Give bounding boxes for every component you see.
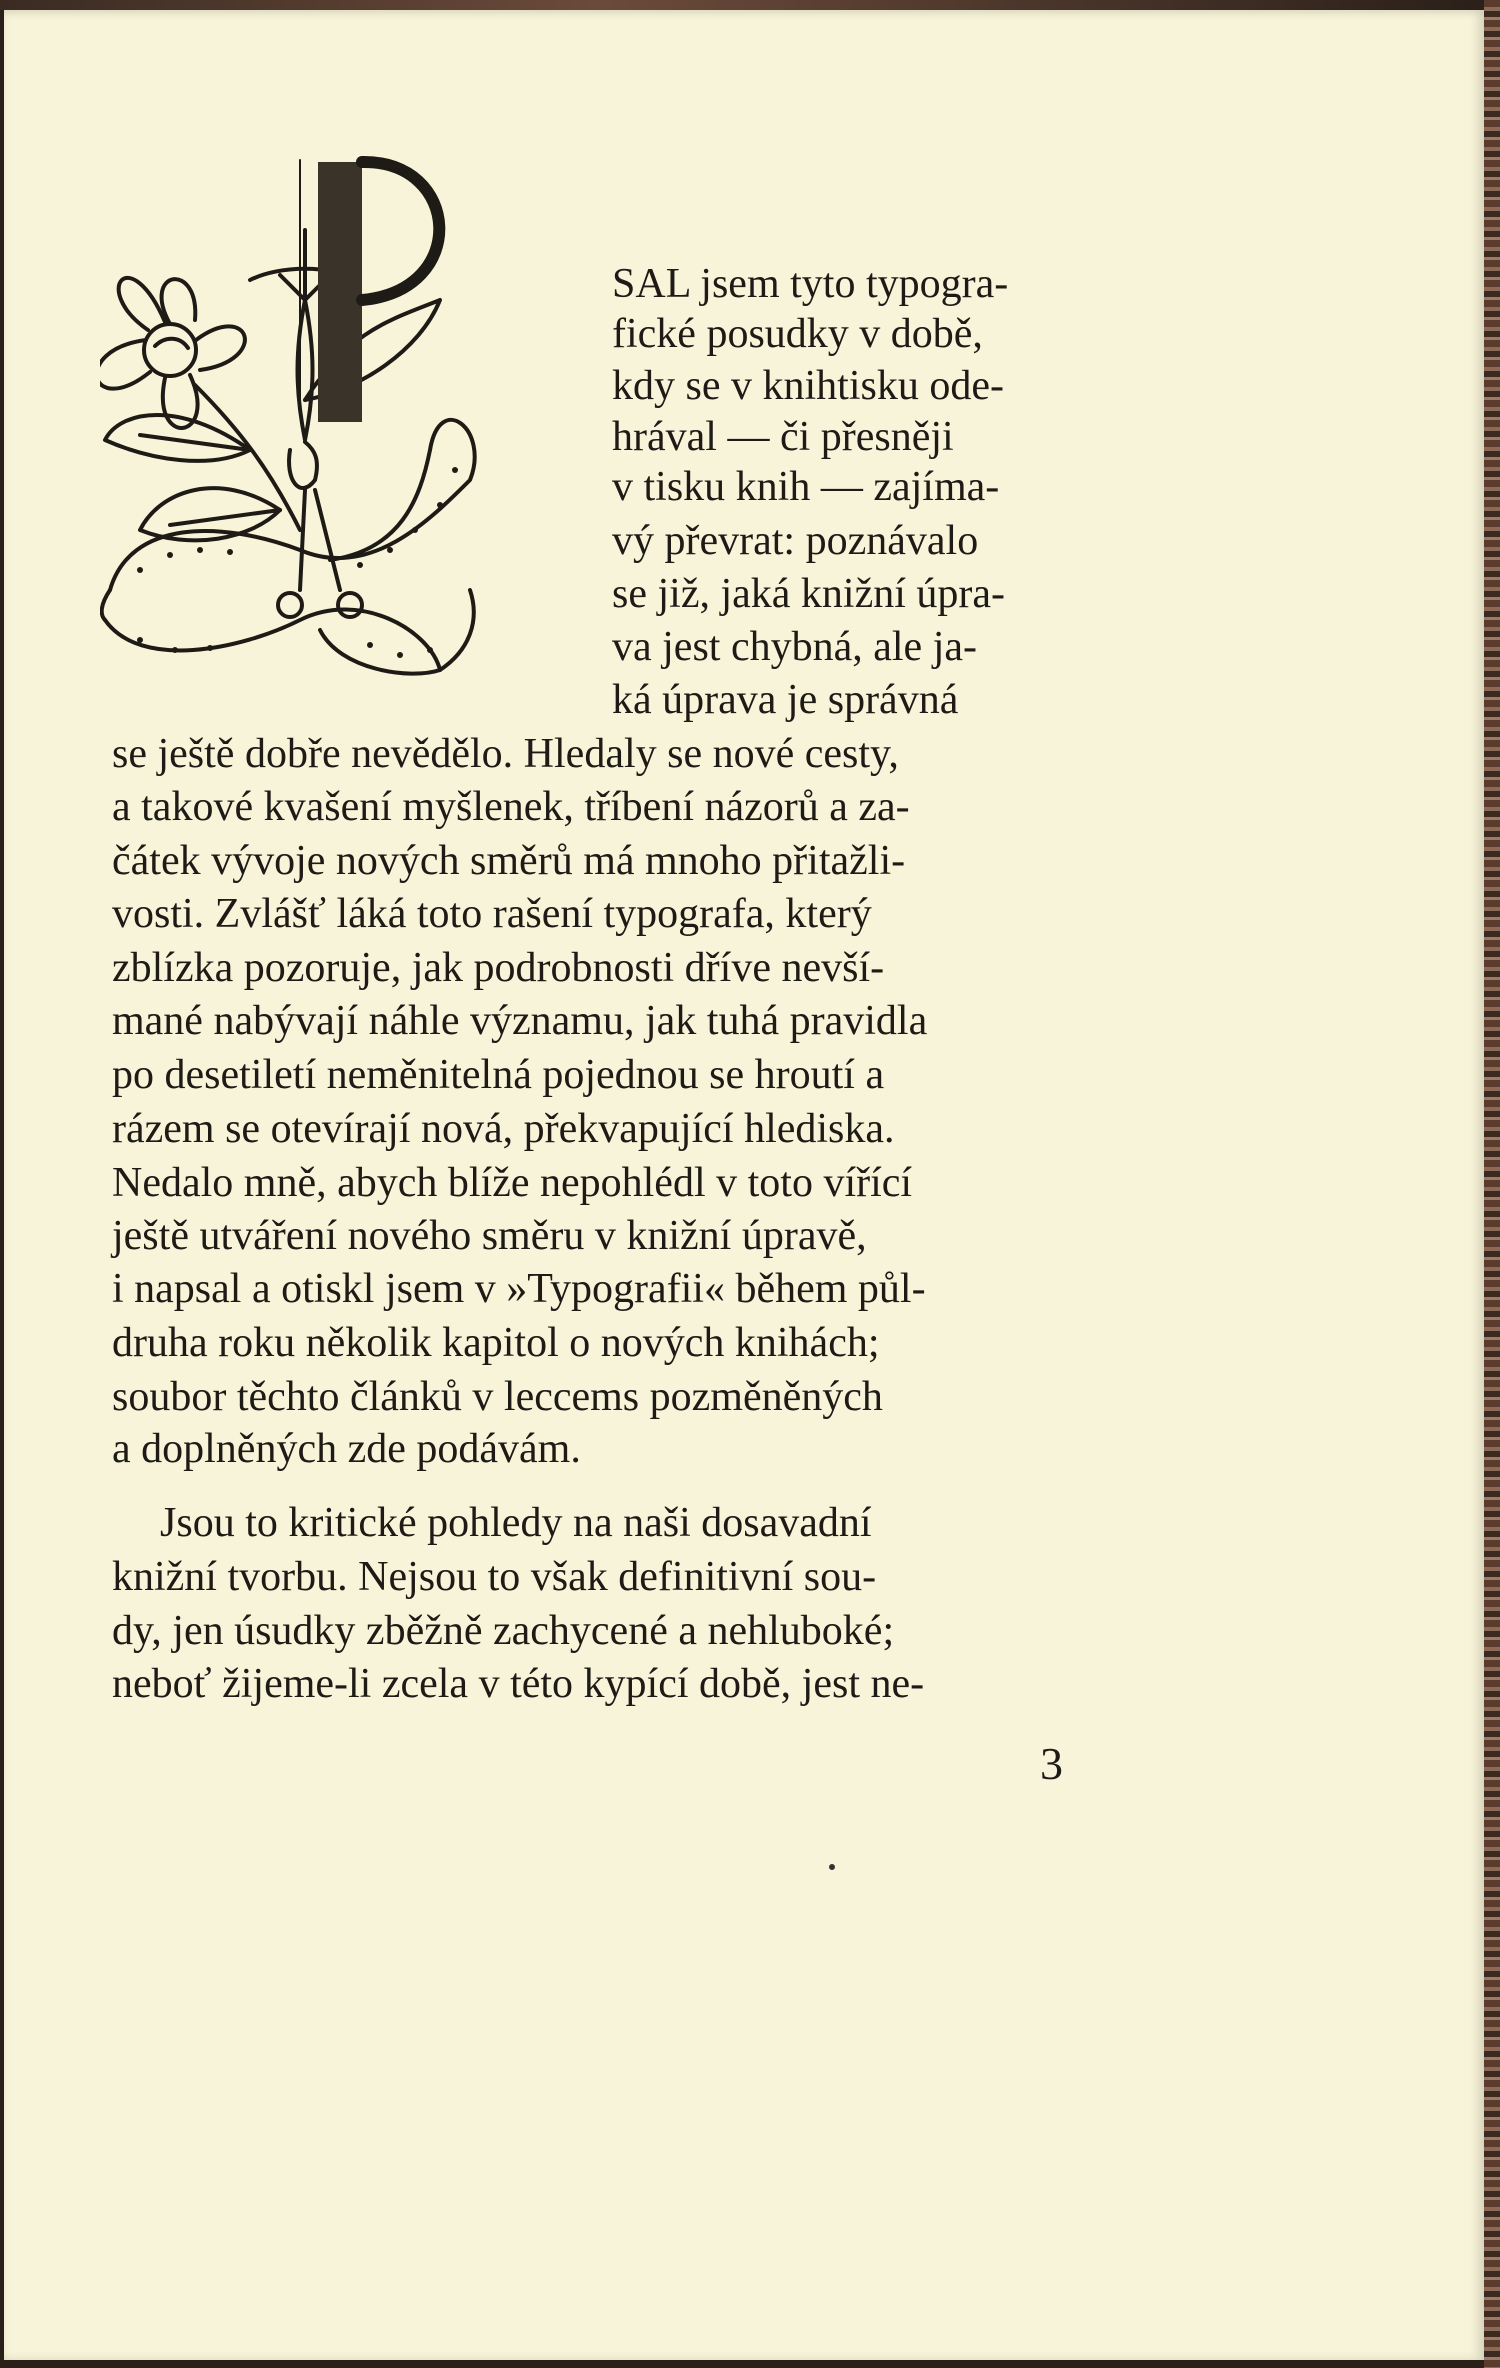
- page-top-edge: [0, 0, 1500, 10]
- marbled-edge: [1484, 0, 1500, 2368]
- text-line: soubor těchto článků v leccems pozměněných: [112, 1374, 883, 1420]
- text-line: fické posudky v době,: [612, 311, 983, 357]
- text-line: zblízka pozoruje, jak podrobnosti dříve nevší-: [112, 945, 885, 991]
- text-line: SAL jsem tyto typogra-: [612, 261, 1009, 307]
- paper-speck: [829, 1864, 835, 1870]
- text-line: kdy se v knihtisku ode-: [612, 363, 1004, 409]
- text-line: mané nabývají náhle významu, jak tuhá pravidla: [112, 998, 928, 1044]
- text-line: hrával — či přesněji: [612, 414, 954, 460]
- text-line: ještě utváření nového směru v knižní úpravě,: [112, 1213, 867, 1259]
- text-line: druha roku několik kapitol o nových knihách;: [112, 1320, 880, 1366]
- text-line: neboť žijeme-li zcela v této kypící době, jest ne-: [112, 1661, 925, 1707]
- text-line: knižní tvorbu. Nejsou to však definitivní sou-: [112, 1554, 877, 1600]
- dropcap-ornament: [100, 150, 620, 730]
- text-line: se ještě dobře nevědělo. Hledaly se nové cesty,: [112, 731, 899, 777]
- text-line: Nedalo mně, abych blíže nepohlédl v toto vířící: [112, 1160, 913, 1206]
- text-line: a doplněných zde podávám.: [112, 1426, 581, 1472]
- text-line: rázem se otevírají nová, překvapující hlediska.: [112, 1106, 895, 1152]
- text-line: ká úprava je správná: [612, 677, 959, 723]
- text-line: vosti. Zvlášť láká toto rašení typografa, který: [112, 891, 872, 937]
- text-line: Jsou to kritické pohledy na naši dosavadní: [160, 1500, 872, 1546]
- text-line: čátek vývoje nových směrů má mnoho přitažli-: [112, 838, 906, 884]
- text-line: vý převrat: poznávalo: [612, 518, 979, 564]
- text-line: va jest chybná, ale ja-: [612, 624, 977, 670]
- text-line: po desetiletí neměnitelná pojednou se hroutí a: [112, 1052, 885, 1098]
- page-number: 3: [1040, 1738, 1063, 1789]
- text-line: i napsal a otiskl jsem v »Typografii« během půl-: [112, 1266, 926, 1312]
- text-line: a takové kvašení myšlenek, tříbení názorů a za-: [112, 784, 910, 830]
- text-line: v tisku knih — zajíma-: [612, 464, 1000, 510]
- text-line: dy, jen úsudky zběžně zachycené a nehluboké;: [112, 1608, 895, 1654]
- text-line: se již, jaká knižní úpra-: [612, 571, 1006, 617]
- flower-icon: [100, 278, 245, 428]
